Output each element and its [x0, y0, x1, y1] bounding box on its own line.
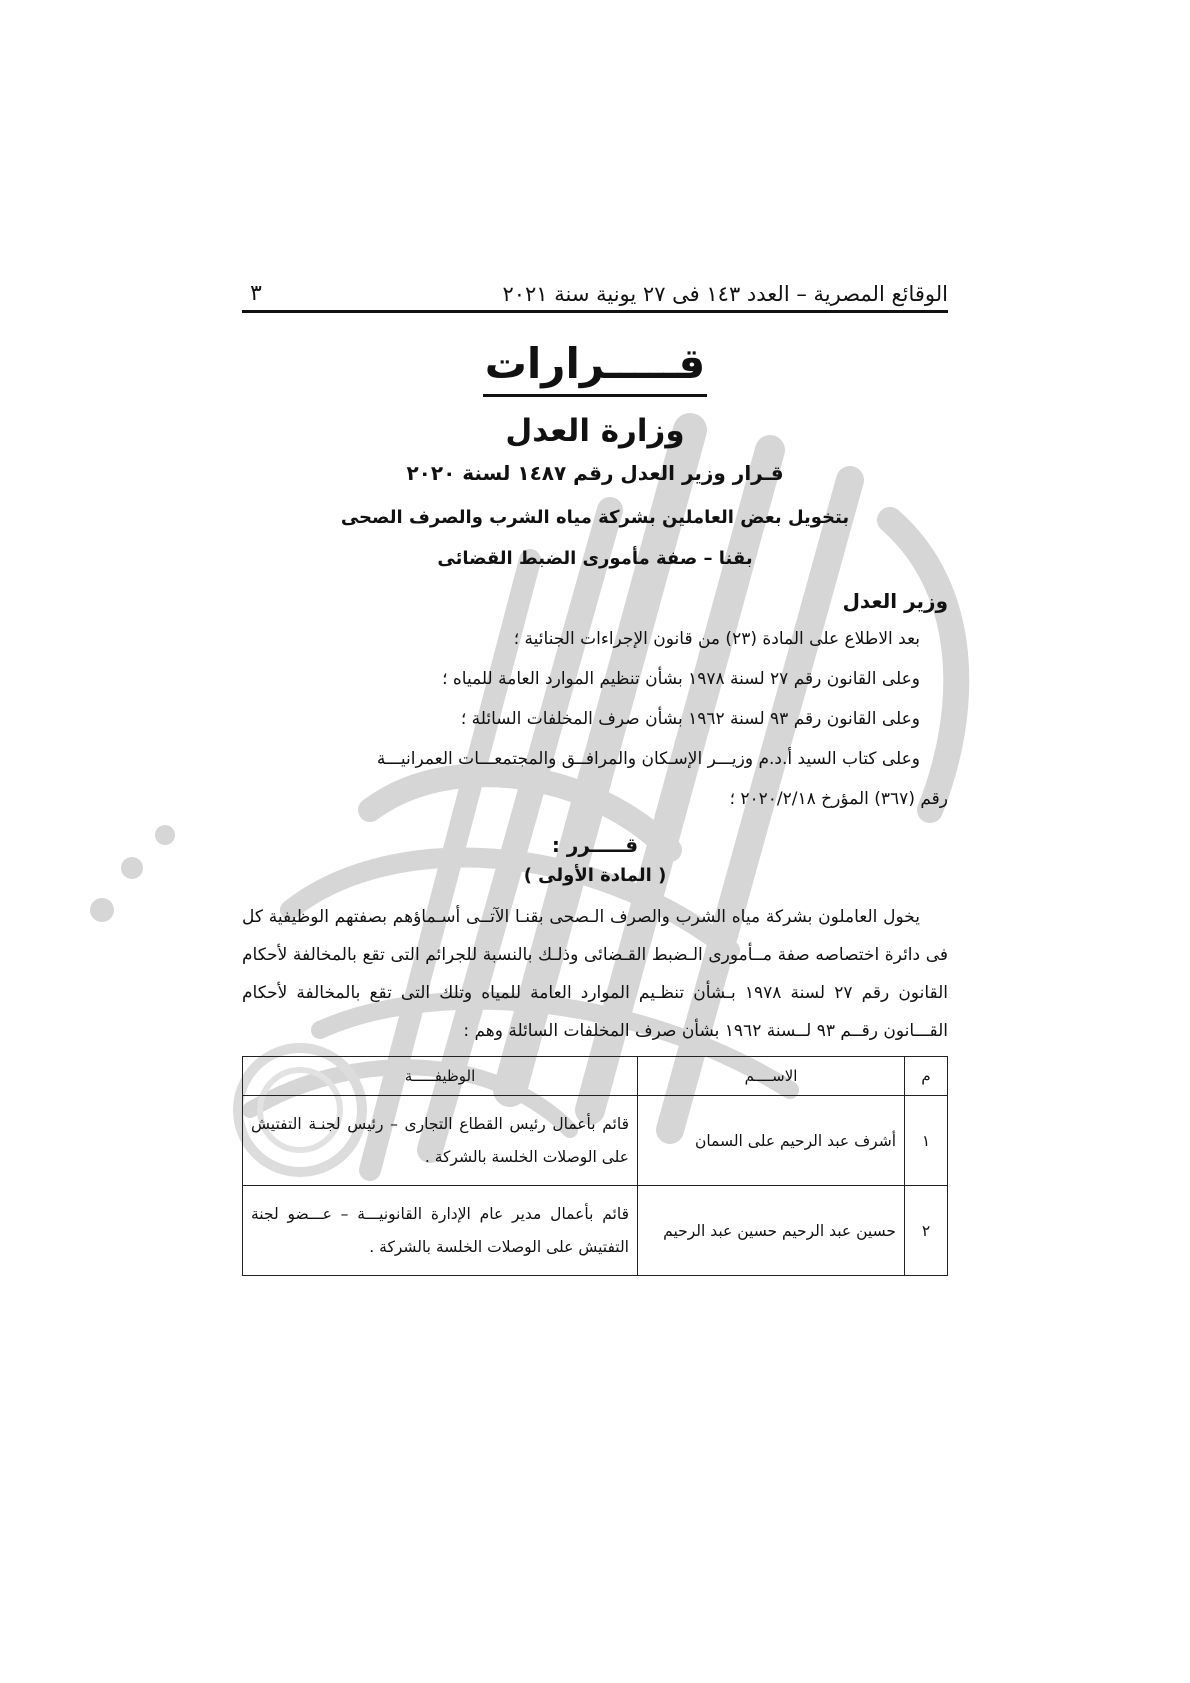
ministry-name: وزارة العدل: [505, 413, 685, 449]
row-job: قائم بأعمال مدير عام الإدارة القانونيـــة – عـــضو لجنة التفتيش على الوصلات الخلسة بالشركة .: [243, 1186, 638, 1276]
recital-4-continued: رقم (٣٦٧) المؤرخ ٢٠٢٠/٢/١٨ ؛: [729, 789, 948, 810]
recital-3: وعلى القانون رقم ٩٣ لسنة ١٩٦٢ بشأن صرف المخلفات السائلة ؛: [460, 709, 920, 730]
subject-line-1: بتخويل بعض العاملين بشركة مياه الشرب والصرف الصحى: [340, 507, 850, 528]
table-header-row: [243, 1057, 948, 1096]
page-number: ٣: [250, 281, 262, 306]
article-paragraph: يخول العاملون بشركة مياه الشرب والصرف الـصحى بقنـا الآتــى أسـماؤهم بصفتهم الوظيفية كل فى دائرة اختصاصه صفة مــأمورى الـضبط القـضائى وذلـك بالنسبة للجرائم التى تقع بالمخالفة لأحكام القانون رقم ٢٧ لسنة ١٩٧٨ بـشأن تنظـيم الموارد العامة للمياه وتلك التى تقع بالمخالفة لأحكام القـــانون رقــم ٩٣ لــسنة ١٩٦٢ بشأن صرف المخلفات السائلة وهم :: [242, 907, 948, 1042]
decision-title: قـرار وزير العدل رقم ١٤٨٧ لسنة ٢٠٢٠: [406, 461, 784, 485]
header-num: م: [905, 1057, 948, 1096]
article-heading: ( المادة الأولى ): [523, 865, 667, 887]
document-body: [242, 270, 948, 1276]
header-name: الاســــم: [638, 1057, 905, 1096]
row-name: أشرف عبد الرحيم على السمان: [638, 1096, 905, 1186]
table-row: [243, 1186, 948, 1276]
recital-1: بعد الاطلاع على المادة (٢٣) من قانون الإجراءات الجنائية ؛: [513, 629, 920, 650]
row-name: حسين عبد الرحيم حسين عبد الرحيم: [638, 1186, 905, 1276]
row-num: ٢: [905, 1186, 948, 1276]
subject-line-2: بقنا – صفة مأمورى الضبط القضائى: [437, 548, 753, 570]
gazette-header-title: الوقائع المصرية – العدد ١٤٣ فى ٢٧ يونية سنة ٢٠٢١: [502, 282, 948, 306]
table-row: [243, 1096, 948, 1186]
appointees-table: [242, 1056, 948, 1276]
section-title: قـــــرارات: [483, 339, 708, 397]
decided-label: قـــــرر :: [551, 833, 639, 858]
recitals: [242, 619, 948, 819]
header-job: الوظيفـــــة: [243, 1057, 638, 1096]
recital-4: وعلى كتاب السيد أ.د.م وزيـــر الإسـكان والمرافــق والمجتمعـــات العمرانيـــة: [376, 749, 920, 770]
recital-2: وعلى القانون رقم ٢٧ لسنة ١٩٧٨ بشأن تنظيم الموارد العامة للمياه ؛: [442, 669, 920, 690]
page-header: [242, 270, 948, 313]
minister-label: وزير العدل: [842, 589, 948, 614]
row-num: ١: [905, 1096, 948, 1186]
decision-subject: [242, 505, 948, 571]
article-text: [242, 898, 948, 1050]
row-job: قائم بأعمال رئيس القطاع التجارى – رئيس لجنـة التفتيش على الوصلات الخلسة بالشركة .: [243, 1096, 638, 1186]
